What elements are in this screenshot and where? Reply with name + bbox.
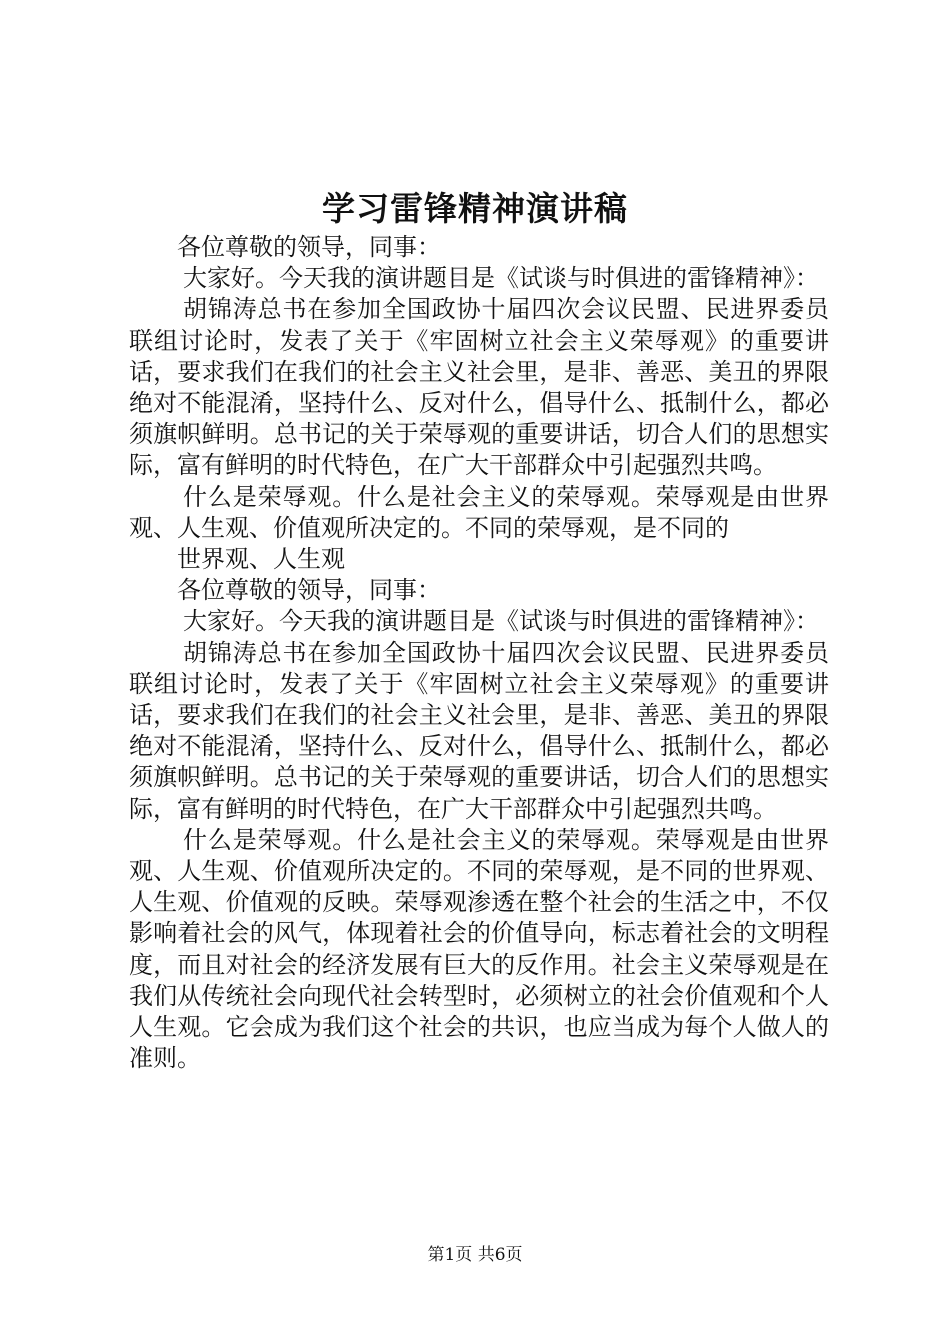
paragraph-greeting: 各位尊敬的领导，同事： xyxy=(177,233,441,261)
page-title: 学习雷锋精神演讲稿 xyxy=(322,189,628,228)
document-body xyxy=(129,232,829,1074)
paragraph-fragment: 世界观、人生观 xyxy=(177,545,345,574)
paragraph-honor-view-full: 什么是荣辱观。什么是社会主义的荣辱观。荣辱观是由世界观、人生观、价值观所决定的。不同的荣辱观，是不同的世界观、人生观、价值观的反映。荣辱观渗透在整个社会的生活之中，不仅影响着社会的风气，体现着社会的价值导向，标志着社会的文明程度，而且对社会的经济发展有巨大的反作用。社会主义荣辱观是在我们从传统社会向现代社会转型时，必须树立的社会价值观和个人人生观。它会成为我们这个社会的共识，也应当成为每个人做人的准则。 xyxy=(129,825,829,1073)
paragraph-honor-view: 什么是荣辱观。什么是社会主义的荣辱观。荣辱观是由世界观、人生观、价值观所决定的。不同的荣辱观，是不同的 xyxy=(129,482,829,542)
paragraph-opening-repeat: 大家好。今天我的演讲题目是《试谈与时俱进的雷锋精神》： xyxy=(183,607,819,636)
paragraph-speech-repeat: 胡锦涛总书在参加全国政协十届四次会议民盟、民进界委员联组讨论时，发表了关于《牢固树立社会主义荣辱观》的重要讲话，要求我们在我们的社会主义社会里，是非、善恶、美丑的界限绝对不能混淆，坚持什么、反对什么，倡导什么、抵制什么，都必须旗帜鲜明。总书记的关于荣辱观的重要讲话，切合人们的思想实际，富有鲜明的时代特色，在广大干部群众中引起强烈共鸣。 xyxy=(129,638,829,823)
page-number-footer: 第1页 共6页 xyxy=(427,1245,523,1265)
paragraph-greeting-repeat: 各位尊敬的领导，同事： xyxy=(177,576,441,605)
paragraph-speech: 胡锦涛总书在参加全国政协十届四次会议民盟、民进界委员联组讨论时，发表了关于《牢固树立社会主义荣辱观》的重要讲话，要求我们在我们的社会主义社会里，是非、善恶、美丑的界限绝对不能混淆，坚持什么、反对什么，倡导什么、抵制什么，都必须旗帜鲜明。总书记的关于荣辱观的重要讲话，切合人们的思想实际，富有鲜明的时代特色，在广大干部群众中引起强烈共鸣。 xyxy=(129,295,829,480)
paragraph-opening: 大家好。今天我的演讲题目是《试谈与时俱进的雷锋精神》： xyxy=(183,264,819,293)
